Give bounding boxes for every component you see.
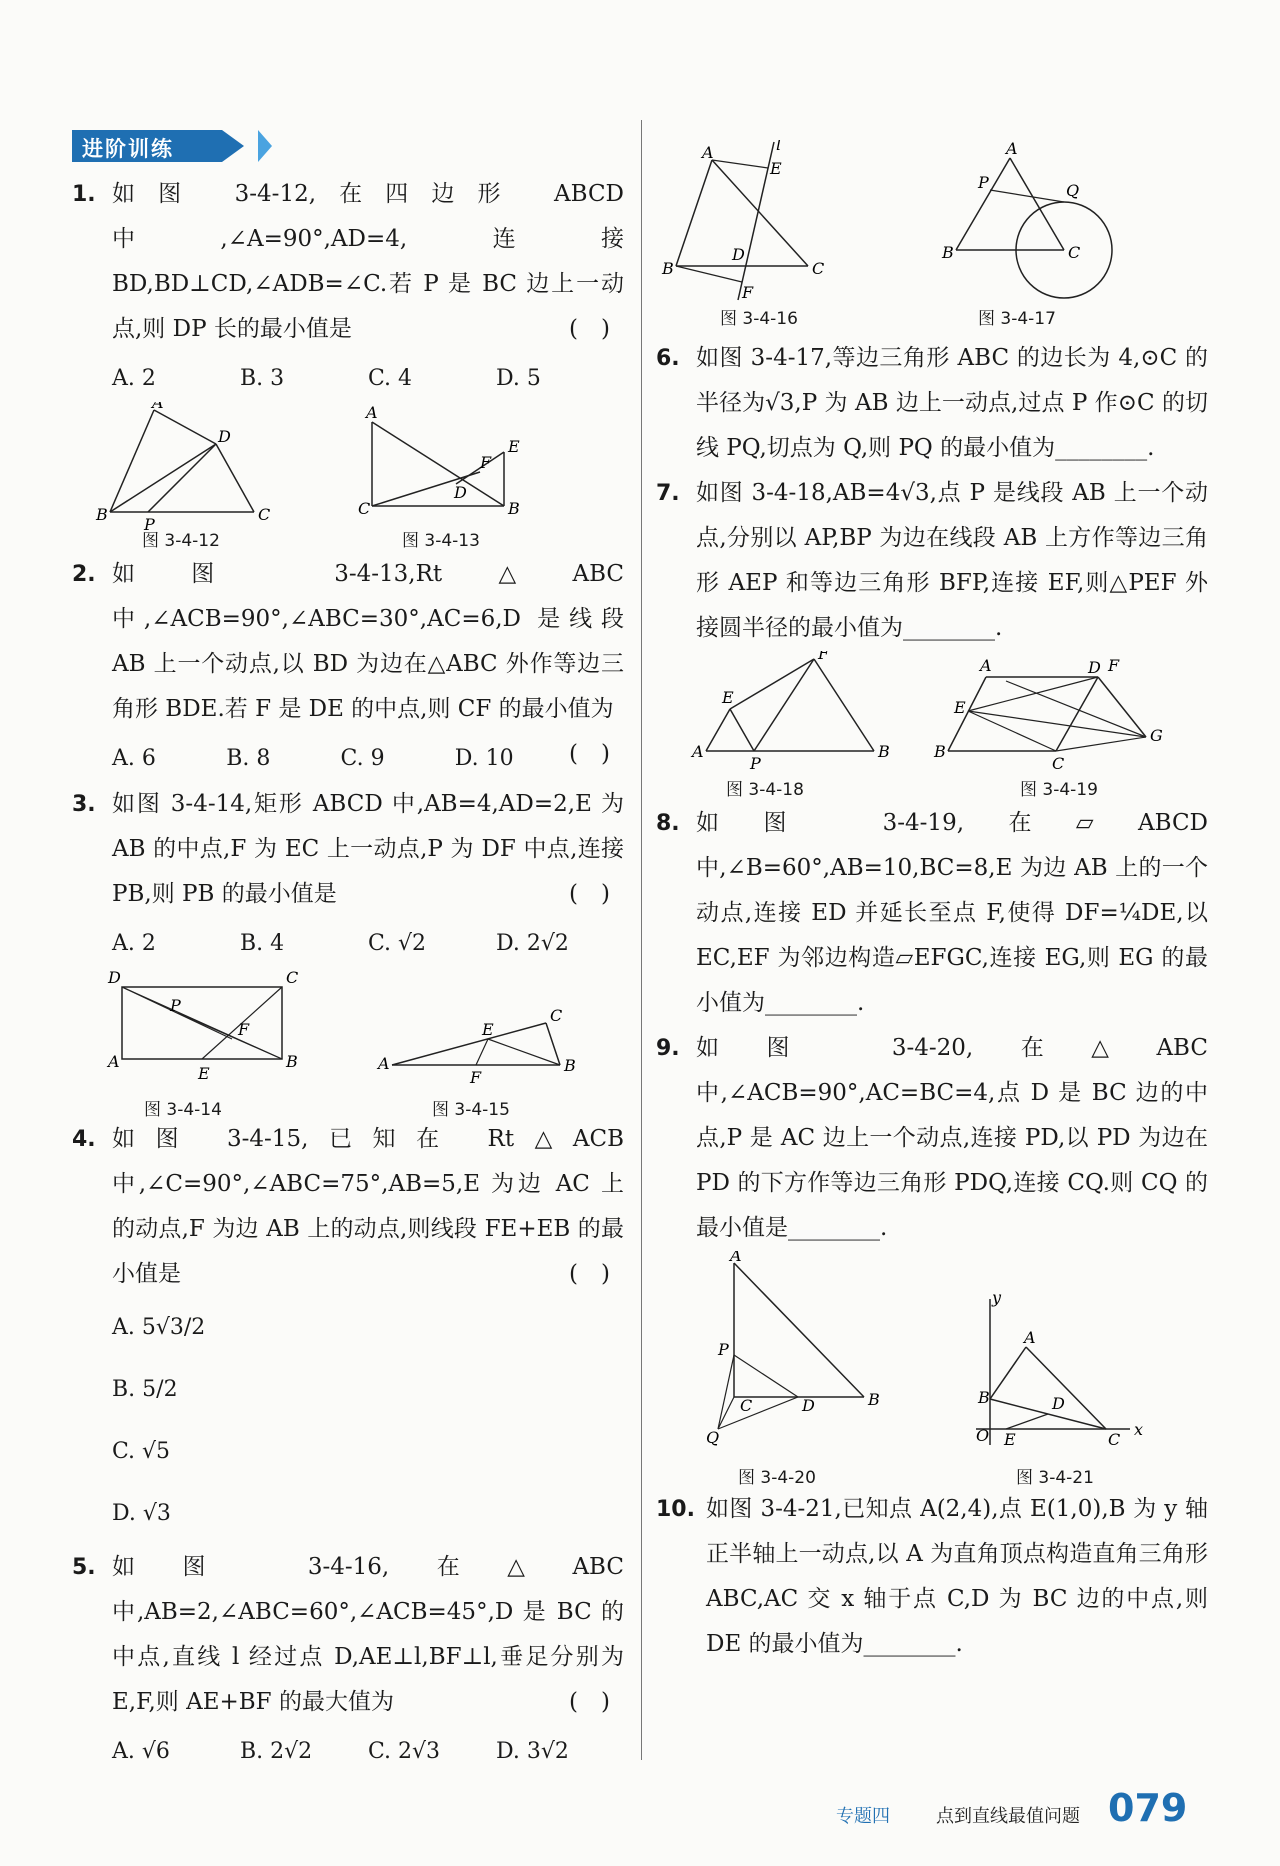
svg-text:E: E [482, 1020, 494, 1039]
svg-text:B: B [564, 1056, 576, 1075]
svg-text:G: G [1150, 726, 1163, 745]
svg-text:F: F [818, 651, 830, 663]
svg-text:A: A [108, 1052, 120, 1071]
caption-3-4-12: 图 3-4-12 [142, 531, 220, 551]
question-10: 10. 如图 3-4-21,已知点 A(2,4),点 E(1,0),B 为 y 轴正半轴上一动点,以 A 为直角顶点构造直角三角形 ABC,AC 交 x 轴于点 C,D 为 BC 边的中点,则 DE 的最小值为________. [656, 1496, 1208, 1657]
question-text: 如图 3-4-20,在△ABC 中,∠ACB=90°,AC=BC=4,点 D 是 BC 边的中点,P 是 AC 边上一个动点,连接 PD,以 PD 为边在 PD 的下方作等边三角形 PDQ,连接 CQ.则 CQ 的最小值是________. [696, 1035, 1208, 1241]
svg-text:x: x [1134, 1420, 1144, 1439]
svg-text:A: A [980, 656, 992, 675]
svg-text:A: A [730, 1251, 742, 1265]
svg-text:E: E [198, 1064, 210, 1083]
banner-label: 进阶训练 [82, 137, 174, 161]
question-3: 3. 如图 3-4-14,矩形 ABCD 中,AB=4,AD=2,E 为 AB 的中点,F 为 EC 上一动点,P 为 DF 中点,连接 PB,则 PB 的最小值是 ( ) [72, 791, 624, 907]
svg-text:P: P [144, 515, 155, 534]
figure-3-4-20 [656, 1251, 1208, 1465]
svg-text:D: D [454, 483, 467, 502]
column-divider [641, 120, 642, 1760]
svg-text:B: B [878, 742, 890, 761]
svg-text:D: D [802, 1396, 815, 1415]
svg-text:C: C [286, 968, 299, 987]
svg-text:B: B [868, 1390, 880, 1409]
svg-text:C: C [1068, 243, 1081, 262]
section-banner [72, 130, 248, 162]
page-number: 079 [1108, 1786, 1188, 1830]
svg-text:C: C [1108, 1430, 1121, 1449]
svg-text:F: F [480, 453, 492, 472]
svg-text:F: F [470, 1068, 482, 1087]
svg-text:P: P [718, 1340, 729, 1359]
footer-title: 点到直线最值问题 [936, 1806, 1080, 1827]
question-text: 如图 3-4-13,Rt△ABC 中,∠ACB=90°,∠ABC=30°,AC=6,D 是线段 AB 上一个动点,以 BD 为边在△ABC 外作等边三角形 BDE.若 F 是 DE 的中点,则 CF 的最小值为 [112, 561, 624, 722]
options-3: A. 2 B. 4 C. √2 D. 2√2 [112, 931, 569, 956]
caption-3-4-15: 图 3-4-15 [432, 1100, 510, 1120]
footer-topic: 专题四 [836, 1806, 890, 1827]
options-1: A. 2 B. 3 C. 4 D. 5 [112, 366, 541, 391]
svg-text:C: C [1052, 754, 1065, 773]
svg-text:F: F [1108, 656, 1120, 675]
svg-text:B: B [942, 243, 954, 262]
svg-text:B: B [934, 742, 946, 761]
svg-text:D: D [108, 968, 121, 987]
svg-text:y: y [992, 1288, 1002, 1307]
question-6: 6. 如图 3-4-17,等边三角形 ABC 的边长为 4,⊙C 的半径为√3,P 为 AB 边上一动点,过点 P 作⊙C 的切线 PQ,切点为 Q,则 PQ 的最小值为________. [656, 345, 1208, 461]
svg-text:E: E [722, 688, 734, 707]
svg-text:A: A [378, 1054, 390, 1073]
svg-text:D: D [732, 245, 745, 264]
svg-text:E: E [1004, 1430, 1016, 1449]
question-text: 如图 3-4-14,矩形 ABCD 中,AB=4,AD=2,E 为 AB 的中点,F 为 EC 上一动点,P 为 DF 中点,连接 PB,则 PB 的最小值是 [112, 791, 624, 907]
question-5: 5. 如图 3-4-16,在△ABC 中,AB=2,∠ABC=60°,∠ACB=45°,D 是 BC 的中点,直线 l 经过点 D,AE⊥l,BF⊥l,垂足分别为 E,F,则 AE+BF 的最大值为 ( ) [72, 1554, 624, 1715]
options-2: A. 6 B. 8 C. 9 D. 10 [112, 746, 514, 771]
svg-text:F: F [742, 283, 754, 302]
svg-text:Q: Q [1066, 181, 1080, 200]
svg-text:B: B [508, 499, 520, 518]
question-8: 8. 如图 3-4-19,在▱ABCD 中,∠B=60°,AB=10,BC=8,E 为边 AB 上的一个动点,连接 ED 并延长至点 F,使得 DF=¼DE,以 EC,EF 为邻边构造▱EFGC,连接 EG,则 EG 的最小值为________. [656, 810, 1208, 1016]
caption-3-4-21: 图 3-4-21 [1016, 1468, 1094, 1488]
question-text: 如图 3-4-17,等边三角形 ABC 的边长为 4,⊙C 的半径为√3,P 为 AB 边上一动点,过点 P 作⊙C 的切线 PQ,切点为 Q,则 PQ 的最小值为________. [696, 345, 1208, 461]
svg-text:C: C [550, 1006, 563, 1025]
svg-text:P: P [978, 173, 989, 192]
svg-text:D: D [218, 427, 231, 446]
svg-text:E: E [508, 437, 520, 456]
svg-text:E: E [954, 698, 966, 717]
svg-text:D: D [1088, 658, 1101, 677]
caption-3-4-13: 图 3-4-13 [402, 531, 480, 551]
svg-text:F: F [238, 1020, 250, 1039]
svg-text:D: D [1052, 1394, 1065, 1413]
question-4: 4. 如图 3-4-15,已知在 Rt△ACB 中,∠C=90°,∠ABC=75°,AB=5,E 为边 AC 上的动点,F 为边 AB 上的动点,则线段 FE+EB 的最小值是 ( ) [72, 1126, 624, 1287]
svg-text:C: C [258, 505, 271, 524]
svg-text:Q: Q [706, 1428, 720, 1447]
figures-12-13 [72, 402, 624, 552]
caption-3-4-19: 图 3-4-19 [1020, 780, 1098, 800]
svg-text:C: C [740, 1396, 753, 1415]
question-text: 如图 3-4-16,在△ABC 中,AB=2,∠ABC=60°,∠ACB=45°,D 是 BC 的中点,直线 l 经过点 D,AE⊥l,BF⊥l,垂足分别为 E,F,则 AE+BF 的最大值为 [112, 1554, 624, 1715]
caption-3-4-18: 图 3-4-18 [726, 780, 804, 800]
right-column [656, 140, 1208, 1667]
svg-text:E: E [770, 159, 782, 178]
svg-text:B: B [978, 1388, 990, 1407]
question-text: 如图 3-4-18,AB=4√3,点 P 是线段 AB 上一个动点,分别以 AP,BP 为边在线段 AB 上方作等边三角形 AEP 和等边三角形 BFP,连接 EF,则△PEF 外接圆半径的最小值为________. [696, 480, 1208, 641]
svg-text:A: A [1006, 140, 1018, 158]
caption-3-4-17: 图 3-4-17 [978, 309, 1056, 329]
question-9: 9. 如图 3-4-20,在△ABC 中,∠ACB=90°,AC=BC=4,点 D 是 BC 边的中点,P 是 AC 边上一个动点,连接 PD,以 PD 为边在 PD 的下方作等边三角形 PDQ,连接 CQ.则 CQ 的最小值是________. [656, 1035, 1208, 1241]
svg-text:P: P [170, 996, 181, 1015]
svg-text:A: A [702, 143, 714, 162]
figures-16-17 [656, 140, 1208, 336]
svg-text:A: A [152, 402, 164, 412]
question-text: 如图 3-4-15,已知在 Rt△ACB 中,∠C=90°,∠ABC=75°,AB=5,E 为边 AC 上的动点,F 为边 AB 上的动点,则线段 FE+EB 的最小值是 [112, 1126, 624, 1287]
svg-text:P: P [750, 754, 761, 773]
question-text: 如图 3-4-12,在四边形 ABCD 中,∠A=90°,AD=4,连接 BD,BD⊥CD,∠ADB=∠C.若 P 是 BC 边上一动点,则 DP 长的最小值是 [112, 181, 624, 342]
question-2: 2. 如图 3-4-13,Rt△ABC 中,∠ACB=90°,∠ABC=30°,AC=6,D 是线段 AB 上一个动点,以 BD 为边在△ABC 外作等边三角形 BDE.若 F 是 DE 的中点,则 CF 的最小值为 ( ) [72, 561, 624, 767]
question-text: 如图 3-4-21,已知点 A(2,4),点 E(1,0),B 为 y 轴正半轴上一动点,以 A 为直角顶点构造直角三角形 ABC,AC 交 x 轴于点 C,D 为 BC 边的中点,则 DE 的最小值为________. [706, 1496, 1208, 1657]
options-5: A. √6 B. 2√2 C. 2√3 D. 3√2 [112, 1739, 569, 1764]
options-4: A. 5√3/2 B. 5/2 C. √5 D. √3 [112, 1315, 206, 1526]
question-7: 7. 如图 3-4-18,AB=4√3,点 P 是线段 AB 上一个动点,分别以 AP,BP 为边在线段 AB 上方作等边三角形 AEP 和等边三角形 BFP,连接 EF,则△PEF 外接圆半径的最小值为________. [656, 480, 1208, 641]
svg-text:l: l [776, 140, 782, 154]
caption-3-4-14: 图 3-4-14 [144, 1100, 222, 1120]
question-1: 1. 如图 3-4-12,在四边形 ABCD 中,∠A=90°,AD=4,连接 BD,BD⊥CD,∠ADB=∠C.若 P 是 BC 边上一动点,则 DP 长的最小值是 ( ) [72, 181, 624, 342]
figure-3-4-18 [656, 651, 1208, 781]
svg-text:A: A [692, 742, 704, 761]
svg-text:B: B [96, 505, 108, 524]
svg-text:C: C [358, 499, 371, 518]
svg-text:O: O [976, 1426, 990, 1445]
caption-3-4-20: 图 3-4-20 [738, 1468, 816, 1488]
svg-text:A: A [366, 403, 378, 422]
figures-18-19 [656, 651, 1208, 801]
svg-text:B: B [286, 1052, 298, 1071]
svg-text:B: B [662, 259, 674, 278]
figures-14-15 [72, 967, 624, 1120]
caption-3-4-16: 图 3-4-16 [720, 309, 798, 329]
figures-20-21 [656, 1251, 1208, 1487]
svg-text:C: C [812, 259, 825, 278]
question-text: 如图 3-4-19,在▱ABCD 中,∠B=60°,AB=10,BC=8,E 为边 AB 上的一个动点,连接 ED 并延长至点 F,使得 DF=¼DE,以 EC,EF 为邻边构造▱EFGC,连接 EG,则 EG 的最小值为________. [696, 810, 1208, 1016]
svg-text:A: A [1024, 1328, 1036, 1347]
left-column [72, 172, 624, 1775]
figure-3-4-16 [656, 140, 1208, 310]
